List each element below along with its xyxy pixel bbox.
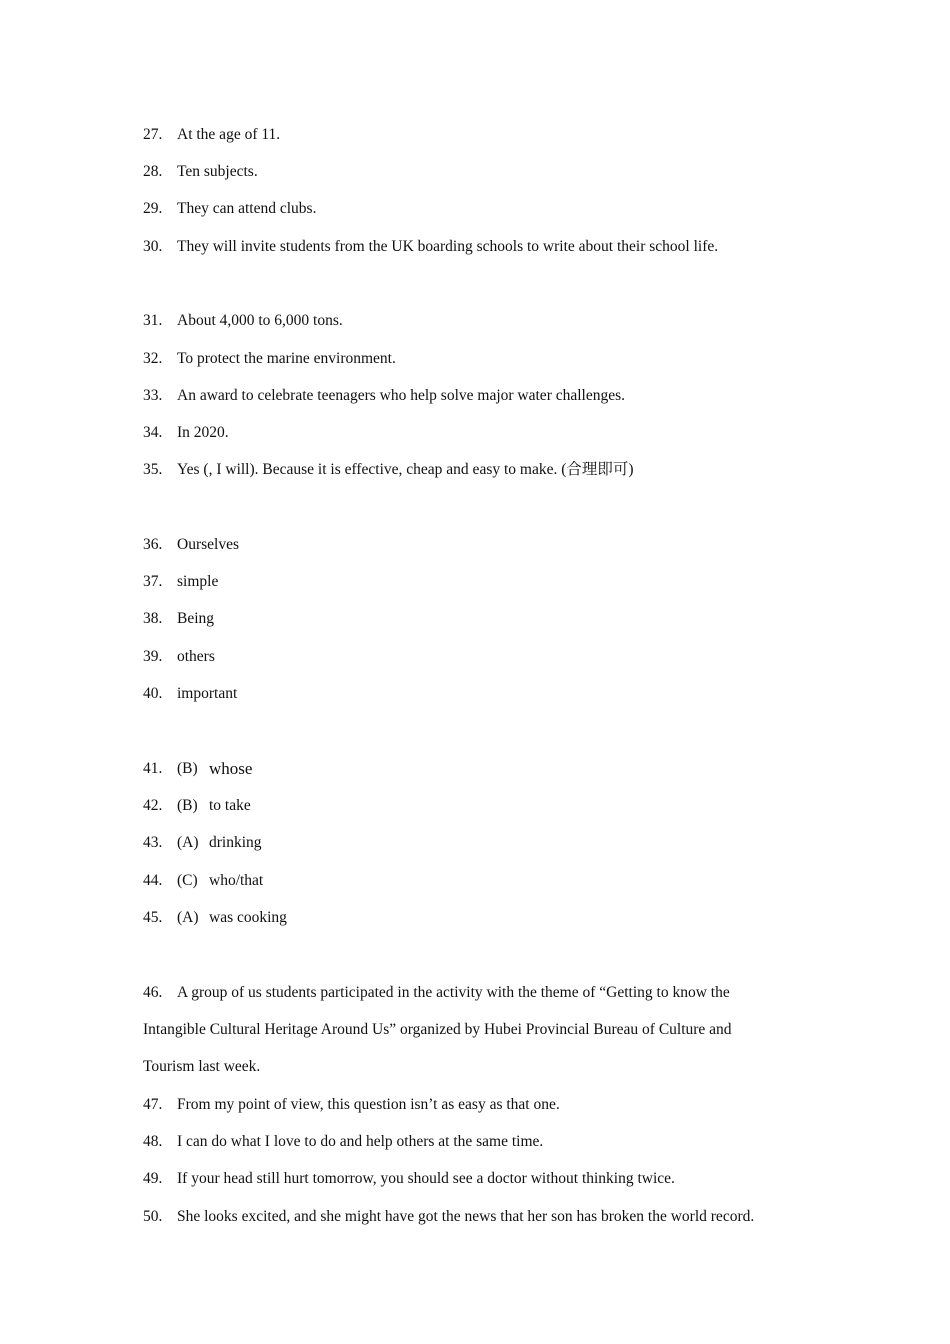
choice-letter: (B)	[177, 760, 198, 777]
choice-answer: was cooking	[209, 909, 287, 926]
choice-answer: to take	[209, 797, 251, 814]
item-number: 31.	[143, 312, 163, 329]
item-text: I can do what I love to do and help others at the same time.	[177, 1133, 544, 1150]
item-number: 47.	[143, 1096, 163, 1113]
item-number: 49.	[143, 1170, 163, 1187]
item-number: 28.	[143, 163, 163, 180]
item-text: If your head still hurt tomorrow, you should see a doctor without thinking twice.	[177, 1170, 675, 1187]
item-text: They can attend clubs.	[177, 200, 317, 217]
item-number: 32.	[143, 350, 163, 367]
item-text: From my point of view, this question isn’t as easy as that one.	[177, 1096, 560, 1113]
choice-letter: (C)	[177, 872, 198, 889]
item-text: A group of us students participated in the activity with the theme of “Getting to know the	[177, 984, 730, 1001]
item-number: 42.	[143, 797, 163, 814]
item-text: An award to celebrate teenagers who help solve major water challenges.	[177, 387, 626, 404]
item-number: 37.	[143, 573, 163, 590]
item-number: 45.	[143, 909, 163, 926]
item-number: 38.	[143, 610, 163, 627]
item-number: 43.	[143, 834, 163, 851]
item-number: 50.	[143, 1208, 163, 1225]
item-text: In 2020.	[177, 424, 229, 441]
item-number: 30.	[143, 238, 163, 255]
item-number: 46.	[143, 984, 163, 1001]
choice-answer: drinking	[209, 834, 262, 851]
item-number: 29.	[143, 200, 163, 217]
item-number: 39.	[143, 648, 163, 665]
choice-answer: whose	[209, 759, 253, 778]
item-text: She looks excited, and she might have got the news that her son has broken the world record.	[177, 1208, 755, 1225]
item-text: About 4,000 to 6,000 tons.	[177, 312, 343, 329]
item-text: Ourselves	[177, 536, 239, 553]
item-number: 35.	[143, 461, 163, 478]
item-number: 41.	[143, 760, 163, 777]
item-number: 48.	[143, 1133, 163, 1150]
item-text: Yes (, I will). Because it is effective, cheap and easy to make. (合理即可)	[177, 461, 634, 478]
answer-item-46-continuation: Intangible Cultural Heritage Around Us” organized by Hubei Provincial Bureau of Culture and	[143, 1021, 732, 1038]
item-text: Ten subjects.	[177, 163, 258, 180]
item-text: important	[177, 685, 238, 702]
answer-item-46-continuation: Tourism last week.	[143, 1058, 261, 1075]
choice-letter: (B)	[177, 797, 198, 814]
item-number: 33.	[143, 387, 163, 404]
item-number: 40.	[143, 685, 163, 702]
item-text: At the age of 11.	[177, 126, 281, 143]
choice-letter: (A)	[177, 909, 199, 926]
item-text: simple	[177, 573, 219, 590]
choice-answer: who/that	[209, 872, 264, 889]
choice-letter: (A)	[177, 834, 199, 851]
item-text: To protect the marine environment.	[177, 350, 396, 367]
item-number: 34.	[143, 424, 163, 441]
item-number: 36.	[143, 536, 163, 553]
item-number: 44.	[143, 872, 163, 889]
item-text: others	[177, 648, 215, 665]
item-text: They will invite students from the UK boarding schools to write about their school life.	[177, 238, 719, 255]
item-number: 27.	[143, 126, 163, 143]
item-text: Being	[177, 610, 215, 627]
